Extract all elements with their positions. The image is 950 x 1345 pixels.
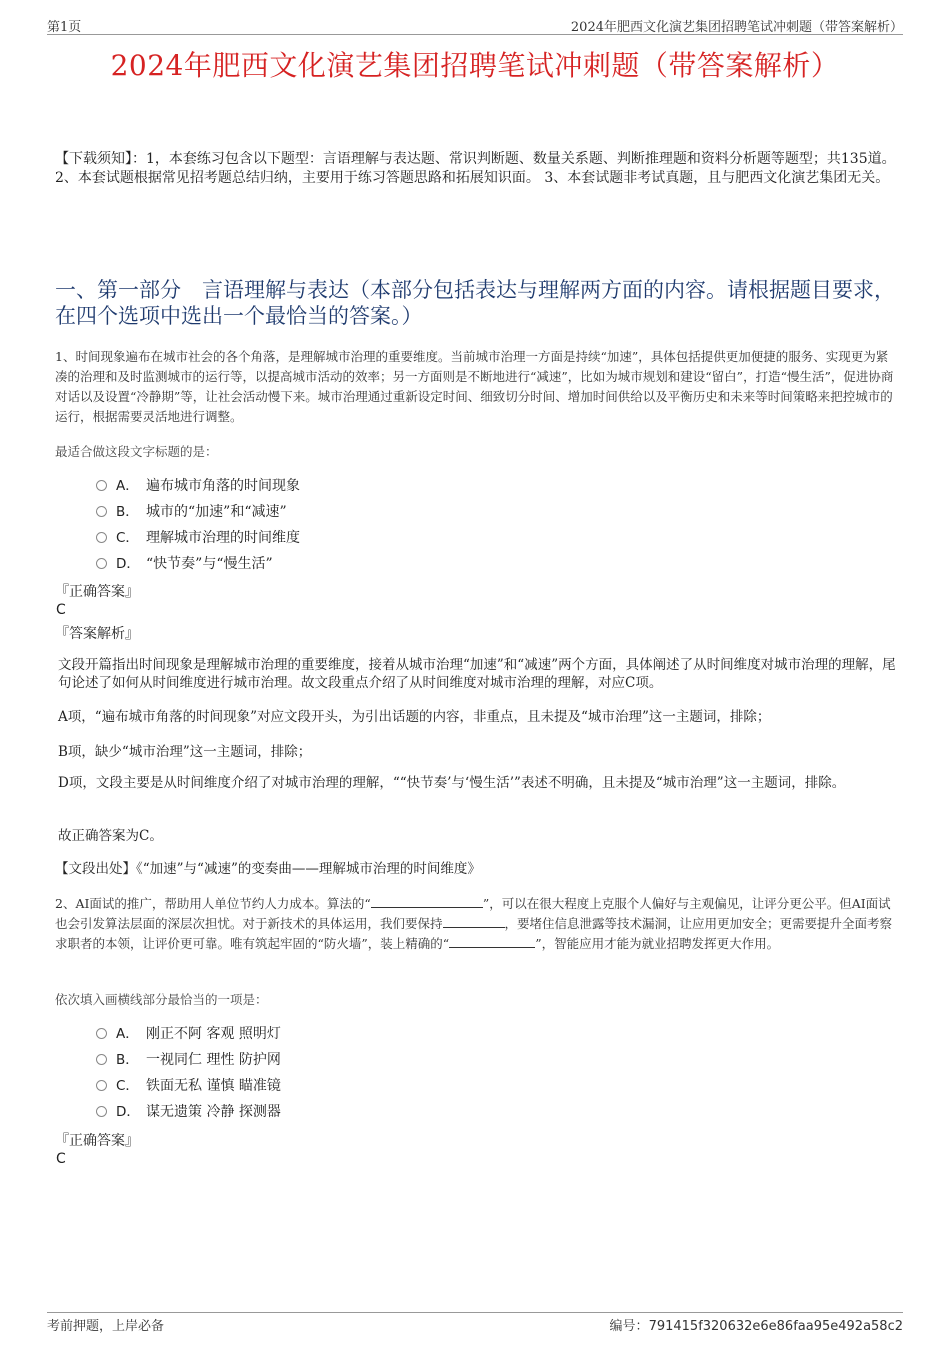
q1-answer: C [56, 602, 66, 618]
q2-option-d[interactable] [96, 1102, 281, 1122]
q2-answer-label: 『正确答案』 [55, 1133, 139, 1149]
q2-option-a[interactable] [96, 1024, 281, 1044]
radio-icon[interactable] [96, 1028, 107, 1039]
option-text: 谋无遗策 冷静 探测器 [146, 1104, 281, 1120]
section-heading: 一、第一部分 言语理解与表达（本部分包括表达与理解两方面的内容。请根据题目要求，在四个选项中选出一个最恰当的答案。） [55, 278, 895, 328]
option-letter: B． [116, 504, 139, 520]
option-text: 刚正不阿 客观 照明灯 [146, 1026, 281, 1042]
option-text: 理解城市治理的时间维度 [146, 530, 300, 546]
radio-icon[interactable] [96, 1106, 107, 1117]
footer-code [610, 1315, 903, 1334]
q2-option-b[interactable] [96, 1050, 281, 1070]
option-text: “快节奏”与“慢生活” [146, 556, 273, 572]
question-1-prompt: 最适合做这段文字标题的是： [55, 444, 218, 459]
fill-blank [443, 915, 505, 928]
option-letter: D． [116, 556, 140, 572]
code-value: 791415f320632e6e86faa95e492a58c2 [648, 1319, 903, 1334]
radio-icon[interactable] [96, 558, 107, 569]
option-letter: B． [116, 1052, 139, 1068]
q1-analysis-a: A项，“遍布城市角落的时间现象”对应文段开头，为引出话题的内容，非重点，且未提及“城市治理”这一主题词，排除； [58, 709, 771, 725]
page-header [47, 14, 903, 35]
option-letter: C． [116, 530, 139, 546]
download-notice: 【下载须知】：1，本套练习包含以下题型：言语理解与表达题、常识判断题、数量关系题、判断推理题和资料分析题等题型；共135道。 2、本套试题根据常见招考题总结归纳，主要用于练习答题思路和拓展知识面。 3、本套试题非考试真题，且与肥西文化演艺集团无关。 [55, 151, 896, 186]
question-2-text [55, 894, 900, 954]
q1-analysis-summary: 文段开篇指出时间现象是理解城市治理的重要维度，接着从城市治理“加速”和“减速”两个方面，具体阐述了从时间维度对城市治理的理解，尾句论述了如何从时间维度进行城市治理。故文段重点介绍了从时间维度对城市治理的理解，对应C项。 [58, 657, 896, 691]
fill-blank [371, 895, 483, 908]
radio-icon[interactable] [96, 532, 107, 543]
page-number: 第1页 [47, 20, 82, 35]
code-label: 编号： [609, 1319, 649, 1334]
document-title: 2024年肥西文化演艺集团招聘笔试冲刺题（带答案解析） [110, 49, 840, 82]
option-text: 铁面无私 谨慎 瞄准镜 [146, 1078, 281, 1094]
q1-source: 【文段出处】《“加速”与“减速”的变奏曲——理解城市治理的时间维度》 [55, 861, 481, 877]
option-text: 一视同仁 理性 防护网 [146, 1052, 281, 1068]
q2-option-c[interactable] [96, 1076, 281, 1096]
footer-slogan: 考前押题，上岸必备 [47, 1319, 165, 1334]
q2-text-part: 2、AI面试的推广，帮助用人单位节约人力成本。算法的“ [55, 896, 371, 911]
q1-analysis-b: B项，缺少“城市治理”这一主题词，排除； [58, 744, 312, 760]
q1-option-a[interactable] [96, 476, 300, 496]
q1-option-b[interactable] [96, 502, 287, 522]
radio-icon[interactable] [96, 480, 107, 491]
radio-icon[interactable] [96, 506, 107, 517]
option-text: 城市的“加速”和“减速” [146, 504, 287, 520]
question-1-text: 1、时间现象遍布在城市社会的各个角落，是理解城市治理的重要维度。当前城市治理一方面是持续“加速”，具体包括提供更加便捷的服务、实现更为紧凑的治理和及时监测城市的运行等，以提高城市活动的效率；另一方面则是不断地进行“减速”，比如为城市规划和建设“留白”，打造“慢生活”，促进协商对话以及设置“冷静期”等，让社会活动慢下来。城市治理通过重新设定时间、细致切分时间、增加时间供给以及平衡历史和未来等时间策略来把控城市的运行，根据需要灵活地进行调整。 [55, 349, 894, 424]
option-letter: D． [116, 1104, 140, 1120]
fill-blank [449, 935, 535, 948]
q2-text-part: ，要堵住信息泄露等技术漏洞，让应用更加安全；更需要提升全面考察求职者的本领，让评价更可靠。唯有筑起牢固的“防火墙”，装上精确的“ [55, 916, 893, 951]
radio-icon[interactable] [96, 1080, 107, 1091]
q2-text-part: ”，智能应用才能为就业招聘发挥更大作用。 [535, 936, 780, 951]
option-letter: C． [116, 1078, 139, 1094]
option-letter: A． [116, 478, 139, 494]
q2-text-part: ”，可以在很大程度上克服个人偏好与主观偏见，让评分更公平。但AI面试也会引发算法层面的深层次担忧。对于新技术的具体运用，我们要保持 [55, 896, 891, 931]
q1-analysis-label: 『答案解析』 [55, 626, 139, 642]
q1-analysis-conclusion: 故正确答案为C。 [58, 828, 163, 844]
header-doc-title: 2024年肥西文化演艺集团招聘笔试冲刺题（带答案解析） [570, 20, 903, 35]
q1-analysis-d: D项，文段主要是从时间维度介绍了对城市治理的理解，““快节奏’与‘慢生活’”表述不明确，且未提及“城市治理”这一主题词，排除。 [58, 775, 846, 791]
q1-option-c[interactable] [96, 528, 300, 548]
question-2-prompt: 依次填入画横线部分最恰当的一项是： [55, 992, 268, 1007]
option-text: 遍布城市角落的时间现象 [146, 478, 300, 494]
page-footer [47, 1312, 903, 1333]
q2-answer: C [56, 1151, 66, 1167]
radio-icon[interactable] [96, 1054, 107, 1065]
option-letter: A． [116, 1026, 139, 1042]
q1-answer-label: 『正确答案』 [55, 584, 139, 600]
q1-option-d[interactable] [96, 554, 273, 574]
